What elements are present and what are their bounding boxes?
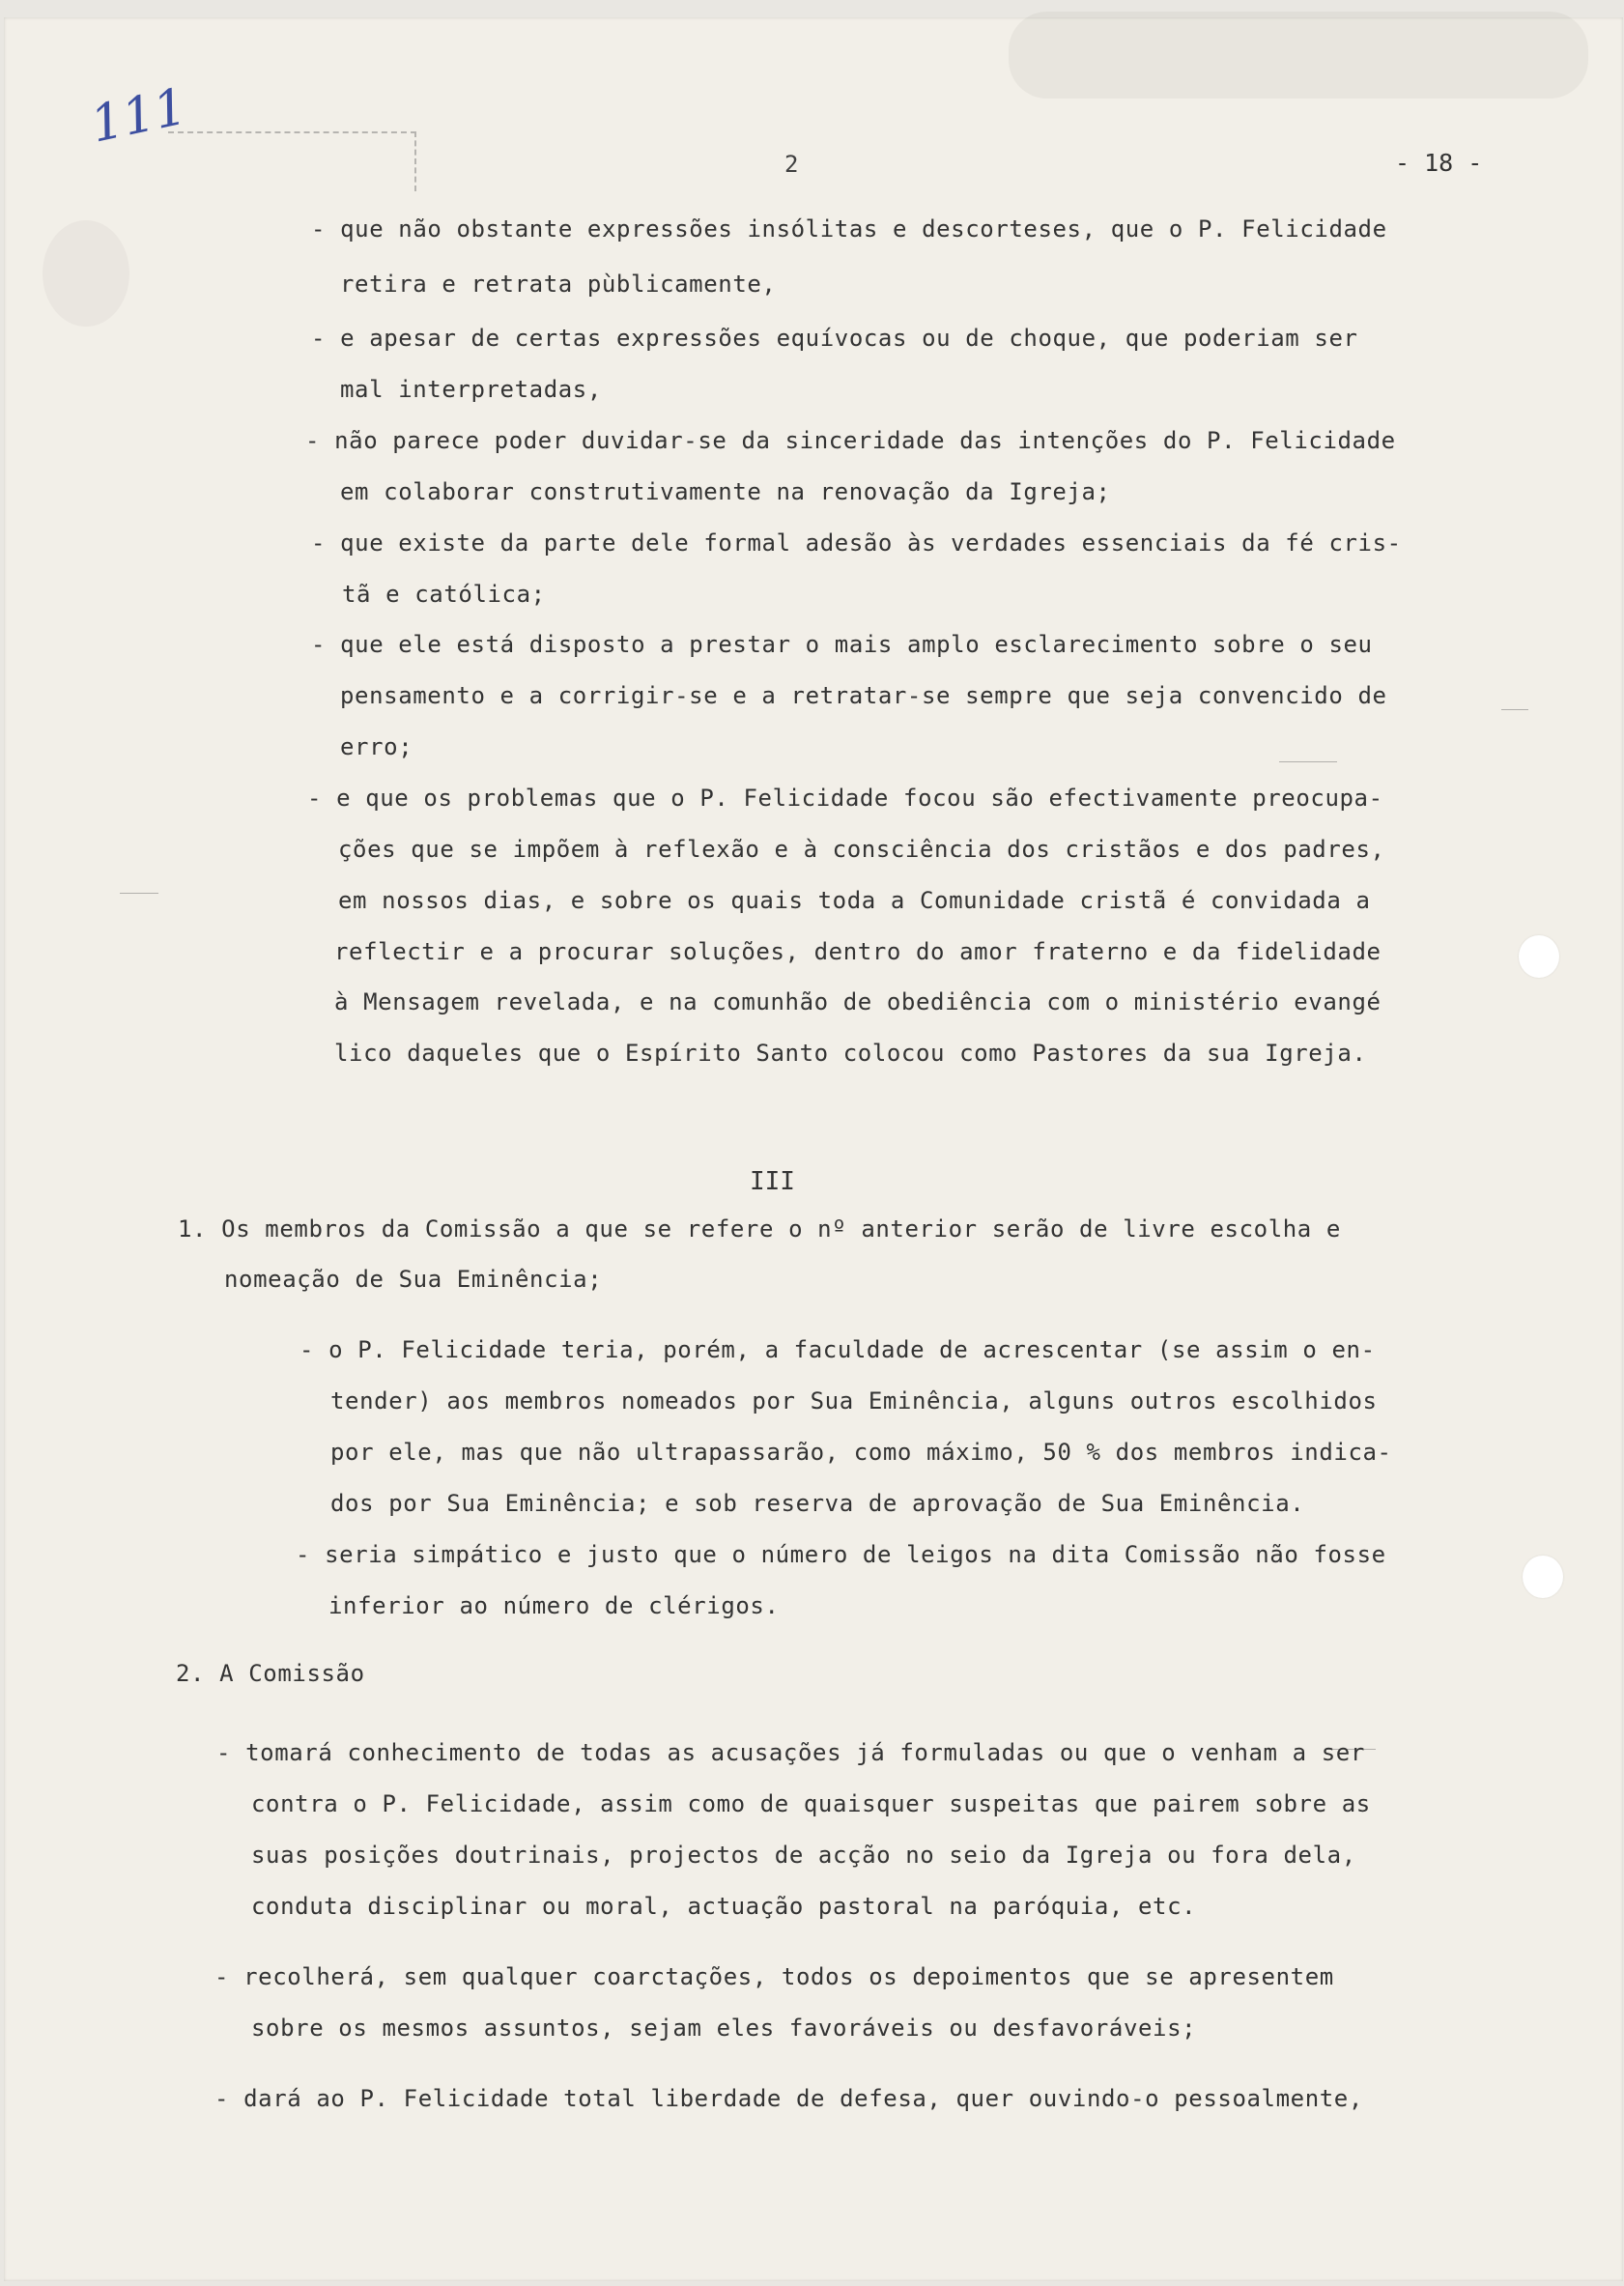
bleed-through-stamp: [43, 220, 129, 327]
text-line: em nossos dias, e sobre os quais toda a Comunidade cristã é convidada a: [338, 887, 1371, 914]
text-line: - que não obstante expressões insólitas e descorteses, que o P. Felicidade: [311, 215, 1387, 243]
text-line: - tomará conhecimento de todas as acusações já formuladas ou que o venham a ser: [216, 1739, 1365, 1766]
text-line: nomeação de Sua Eminência;: [224, 1266, 603, 1293]
scan-mark: [120, 893, 158, 894]
scan-mark: [1501, 709, 1528, 710]
text-line: - o P. Felicidade teria, porém, a faculdade de acrescentar (se assim o en-: [299, 1336, 1376, 1363]
text-line: suas posições doutrinais, projectos de acção no seio da Igreja ou fora dela,: [251, 1842, 1356, 1869]
page-number: 2: [784, 151, 799, 178]
text-line: à Mensagem revelada, e na comunhão de obediência com o ministério evangé: [334, 988, 1382, 1015]
text-line: pensamento e a corrigir-se e a retratar-se sempre que seja convencido de: [340, 682, 1387, 709]
text-line: tã e católica;: [342, 581, 546, 608]
text-line: mal interpretadas,: [340, 376, 602, 403]
text-line: inferior ao número de clérigos.: [328, 1592, 780, 1619]
handwritten-folio-mark: 111: [85, 77, 192, 155]
text-line: tender) aos membros nomeados por Sua Eminência, alguns outros escolhidos: [330, 1387, 1378, 1414]
bleed-through-shape: [1009, 12, 1588, 99]
punch-hole-top: [1519, 935, 1559, 978]
text-line: dos por Sua Eminência; e sob reserva de aprovação de Sua Eminência.: [330, 1490, 1305, 1517]
section-heading: III: [750, 1167, 795, 1196]
scan-mark: [1279, 761, 1337, 762]
text-line: conduta disciplinar ou moral, actuação pastoral na paróquia, etc.: [251, 1893, 1197, 1920]
text-line: - não parece poder duvidar-se da sinceridade das intenções do P. Felicidade: [305, 427, 1396, 454]
text-line: - dará ao P. Felicidade total liberdade de defesa, quer ouvindo-o pessoalmente,: [214, 2085, 1363, 2112]
text-line: - que existe da parte dele formal adesão às verdades essenciais da fé cris-: [311, 529, 1402, 557]
document-page: [4, 17, 1623, 2281]
text-line: 1. Os membros da Comissão a que se refere o nº anterior serão de livre escolha e: [178, 1215, 1341, 1243]
text-line: reflectir e a procurar soluções, dentro do amor fraterno e da fidelidade: [334, 938, 1382, 965]
text-line: - que ele está disposto a prestar o mais amplo esclarecimento sobre o seu: [311, 631, 1373, 658]
punch-hole-bottom: [1523, 1556, 1563, 1598]
text-line: lico daqueles que o Espírito Santo colocou como Pastores da sua Igreja.: [334, 1040, 1367, 1067]
text-line: por ele, mas que não ultrapassarão, como máximo, 50 % dos membros indica-: [330, 1439, 1392, 1466]
sheet-number: - 18 -: [1395, 149, 1483, 177]
text-line: contra o P. Felicidade, assim como de quaisquer suspeitas que pairem sobre as: [251, 1790, 1371, 1817]
text-line: retira e retrata pùblicamente,: [340, 271, 777, 298]
text-line: - e que os problemas que o P. Felicidade focou são efectivamente preocupa-: [307, 785, 1383, 812]
text-line: erro;: [340, 733, 413, 760]
text-line: ções que se impõem à reflexão e à consciência dos cristãos e dos padres,: [338, 836, 1385, 863]
text-line: - seria simpático e justo que o número de leigos na dita Comissão não fosse: [296, 1541, 1386, 1568]
text-line: - e apesar de certas expressões equívocas ou de choque, que poderiam ser: [311, 325, 1358, 352]
text-line: em colaborar construtivamente na renovação da Igreja;: [340, 478, 1111, 505]
dashed-corner-box: [168, 131, 416, 191]
text-line: sobre os mesmos assuntos, sejam eles favoráveis ou desfavoráveis;: [251, 2015, 1197, 2042]
text-line: 2. A Comissão: [176, 1660, 365, 1687]
text-line: - recolherá, sem qualquer coarctações, todos os depoimentos que se apresentem: [214, 1963, 1334, 1990]
